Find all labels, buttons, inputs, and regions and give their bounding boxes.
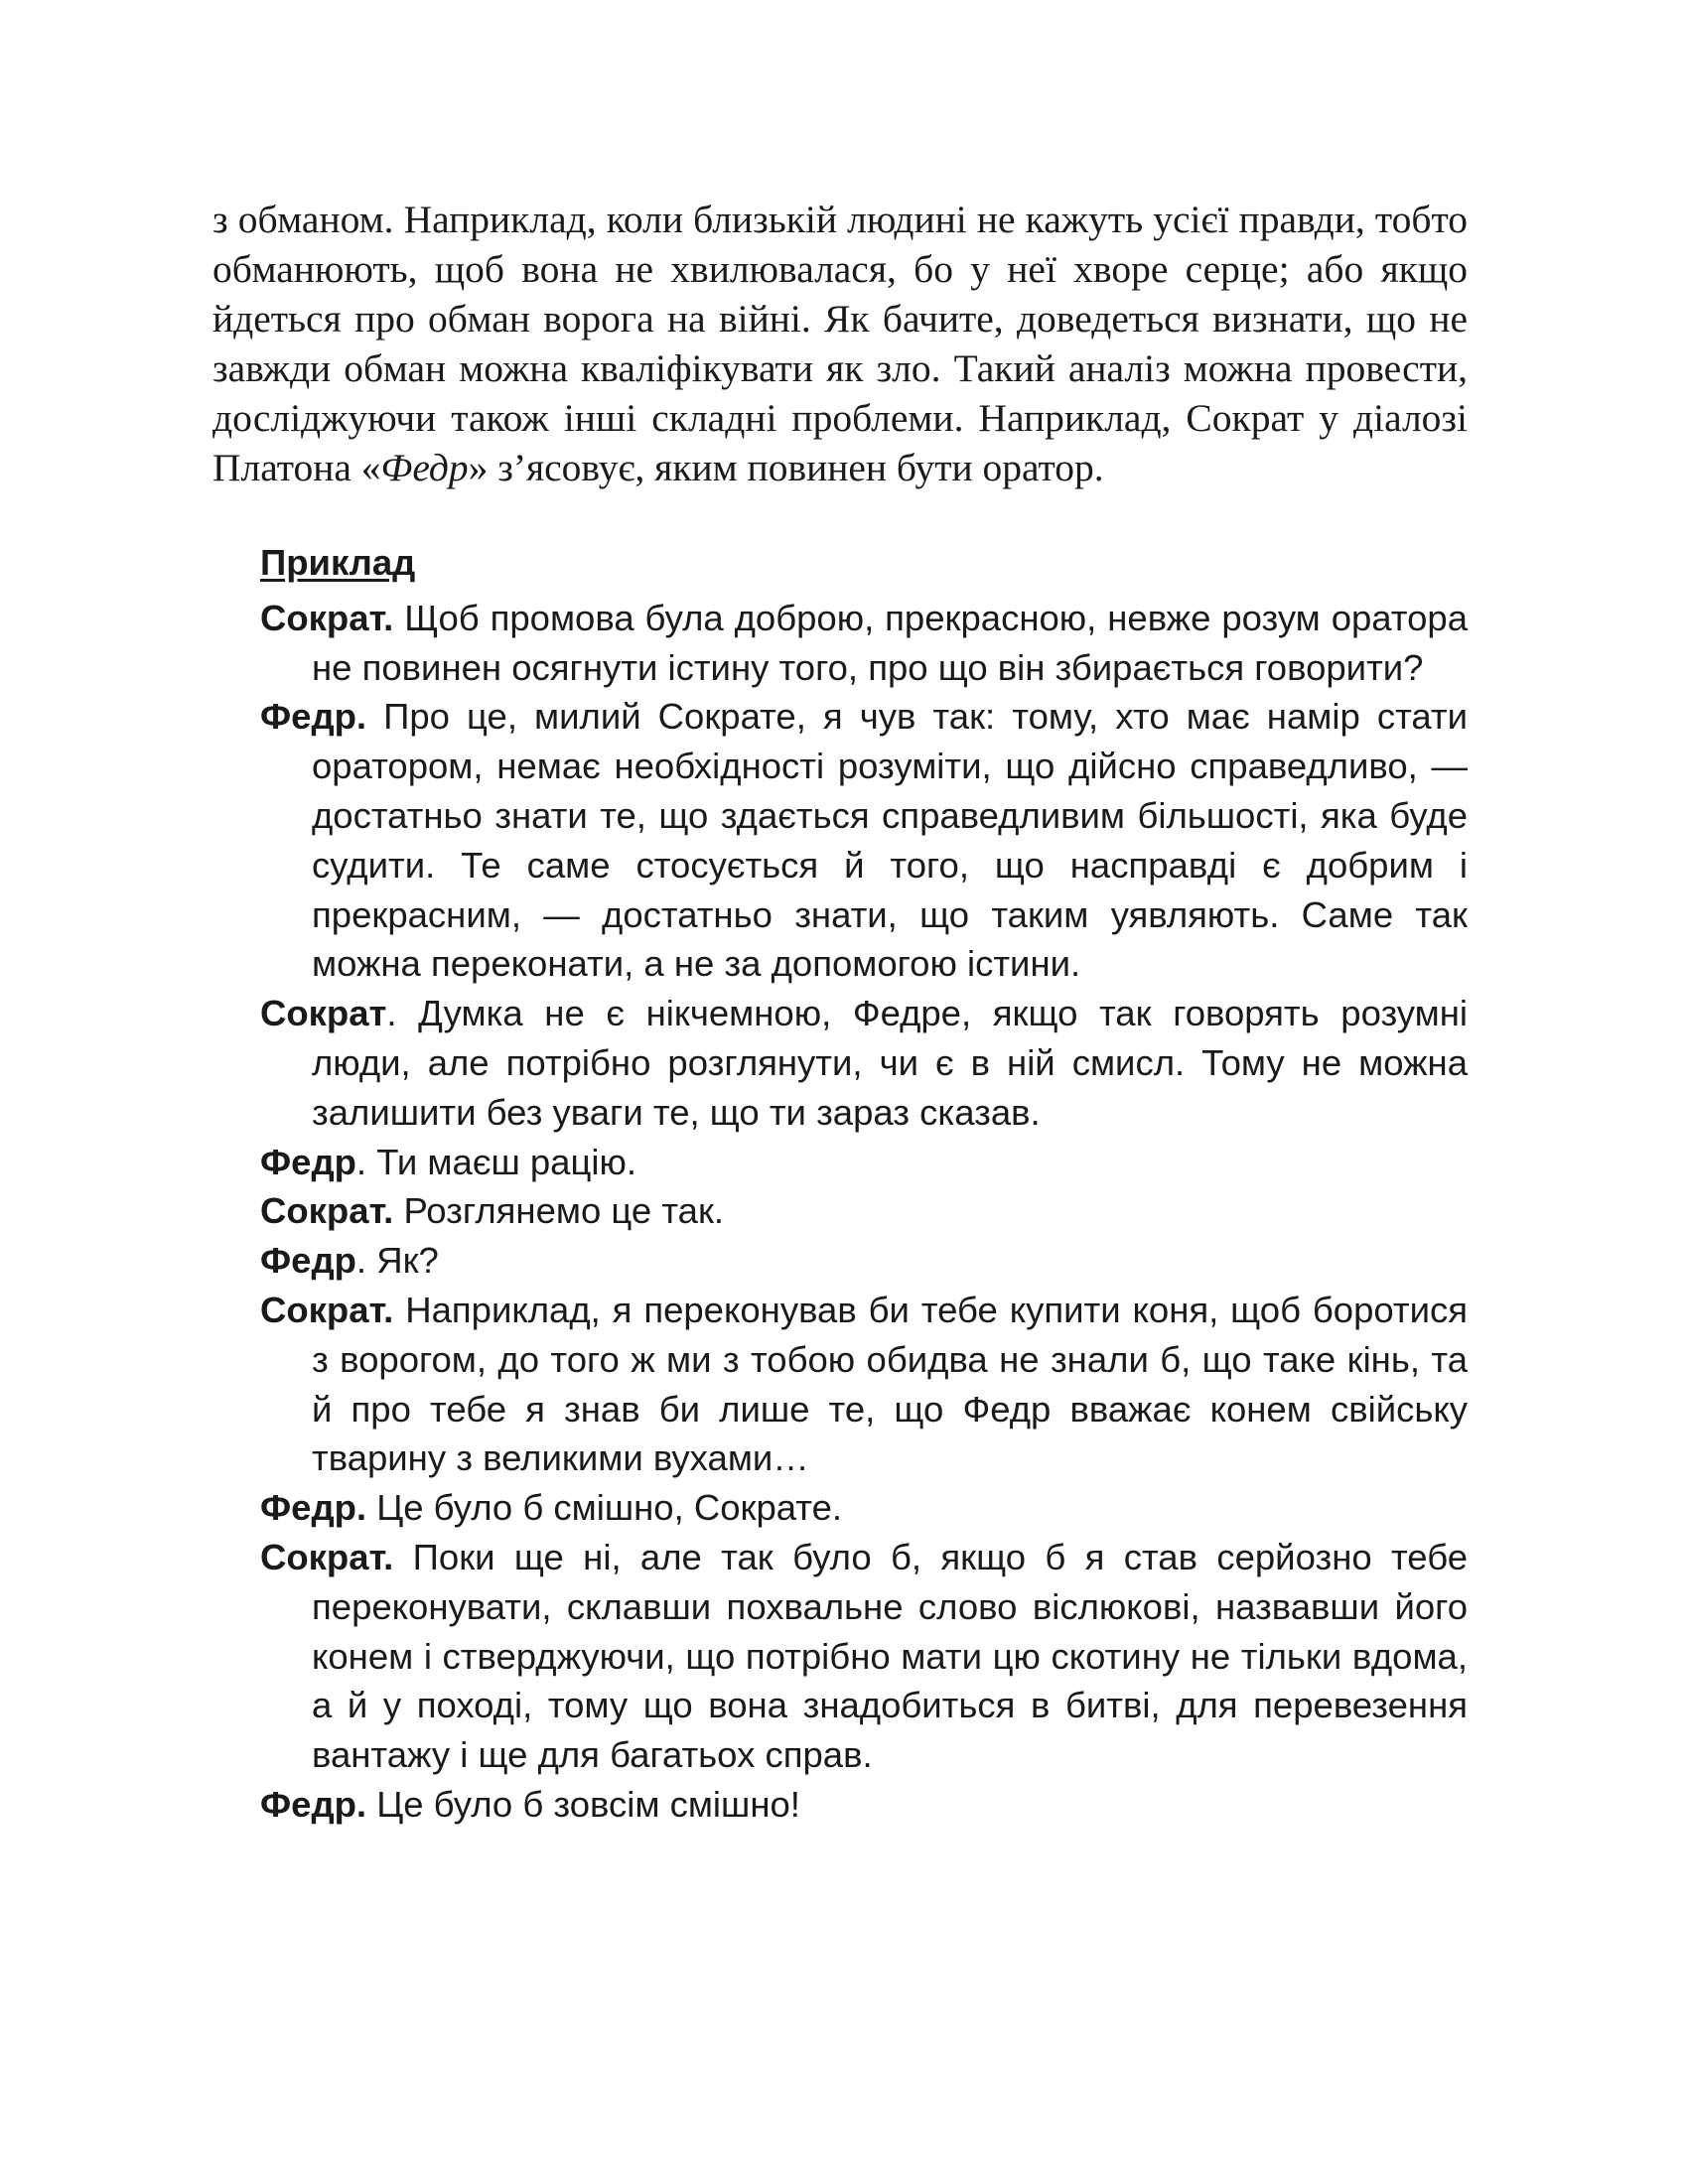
- speaker-name: Федр: [260, 1141, 356, 1182]
- dialogue-line: [260, 594, 1468, 693]
- intro-text-before: з обманом. Наприклад, коли близькій людині не кажуть усієї правди, тобто обманюють, щоб вона не хвилювалася, бо у неї хворе серце; або якщо йдеться про обман ворога на війні. Як бачите, доведеться визнати, що не завжди обман можна кваліфікувати як зло. Такий аналіз можна провести, досліджуючи також інші складні проблеми. Наприклад, Сократ у діалозі Платона «: [212, 198, 1468, 489]
- speech-text: Це було б зовсім смішно!: [366, 1783, 800, 1825]
- speaker-name: Сократ.: [260, 1289, 394, 1330]
- speaker-name: Федр.: [260, 1487, 367, 1529]
- page-content: [212, 195, 1468, 1830]
- speech-text: Про це, милий Сократе, я чув так: тому, хто має намір стати оратором, немає необхідності розуміти, що дійсно справедливо, — достатньо знати те, що здається справедливим більшості, яка буде судити. Те саме стосується й того, що насправді є добрим і прекрасним, — достатньо знати, що таким уявляють. Саме так можна переконати, а не за допомогою істини.: [312, 696, 1468, 985]
- speech-text: Це було б смішно, Сократе.: [366, 1487, 843, 1529]
- dialogue-line: [260, 1236, 1468, 1286]
- speaker-name: Федр: [260, 1240, 356, 1282]
- dialogue-line: [260, 989, 1468, 1137]
- speaker-name: Федр.: [260, 696, 367, 738]
- speech-text: Наприклад, я переконував би тебе купити коня, щоб боротися з ворогом, до того ж ми з тобою обидва не знали б, що таке кінь, та й про тебе я знав би лише те, що Федр вважає конем свійську тварину з великими вухами…: [312, 1289, 1468, 1479]
- dialogue-line: [260, 1483, 1468, 1533]
- dialogue-line: [260, 692, 1468, 989]
- example-heading: Приклад: [260, 542, 416, 583]
- speech-text: . Як?: [355, 1240, 439, 1282]
- dialogue-line: [260, 1780, 1468, 1830]
- dialogue-line: [260, 1186, 1468, 1236]
- speaker-name: Сократ: [260, 993, 387, 1034]
- speaker-name: Сократ.: [260, 1536, 394, 1577]
- intro-paragraph: [212, 195, 1468, 492]
- speech-text: Розглянемо це так.: [393, 1190, 725, 1232]
- speaker-name: Сократ.: [260, 597, 394, 638]
- speaker-name: Сократ.: [260, 1190, 394, 1232]
- speech-text: . Ти маєш рацію.: [355, 1141, 636, 1182]
- speaker-name: Федр.: [260, 1783, 367, 1825]
- dialogue-lines: [260, 594, 1468, 1830]
- dialogue-title: Федр: [380, 446, 469, 489]
- dialogue-line: [260, 1286, 1468, 1483]
- intro-text-after: » з’ясовує, яким повинен бути оратор.: [468, 446, 1104, 489]
- speech-text: . Думка не є нікчемною, Федре, якщо так говорять розумні люди, але потрібно розглянути, чи є в ній смисл. Тому не можна залишити без уваги те, що ти зараз сказав.: [312, 993, 1468, 1133]
- dialogue-line: [260, 1533, 1468, 1780]
- speech-text: Поки ще ні, але так було б, якщо б я став серйозно тебе переконувати, склавши похвальне слово віслюкові, назвавши його конем і стверджуючи, що потрібно мати цю скотину не тільки вдома, а й у поході, тому що вона знадобиться в битві, для перевезення вантажу і ще для багатьох справ.: [312, 1536, 1468, 1776]
- example-block: [260, 538, 1468, 1830]
- speech-text: Щоб промова була доброю, прекрасною, невже розум оратора не повинен осягнути істину того, про що він збирається говорити?: [312, 597, 1468, 688]
- dialogue-line: [260, 1138, 1468, 1187]
